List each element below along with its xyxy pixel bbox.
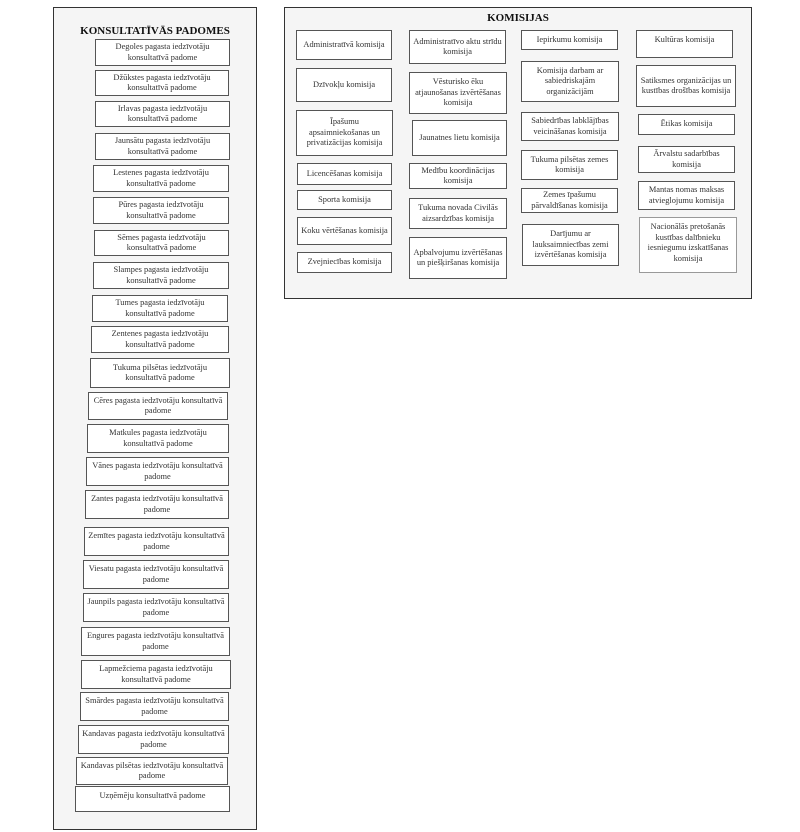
padome-box-label: Sēmes pagasta iedzīvotāju konsultatīvā padome bbox=[117, 232, 206, 252]
komisija-box-label: Vēsturisko ēku atjaunošanas izvērtēšanas komisija bbox=[415, 77, 501, 108]
padome-box-label: Džūkstes pagasta iedzīvotāju konsultatīvā padome bbox=[113, 72, 211, 92]
padome-box-label: Slampes pagasta iedzīvotāju konsultatīvā padome bbox=[113, 265, 209, 285]
komisija-box bbox=[521, 112, 619, 141]
komisija-box bbox=[409, 72, 507, 114]
konsultativas-padomes-title: KONSULTATĪVĀS PADOMES bbox=[80, 25, 230, 37]
komisija-box-label: Dzīvokļu komisija bbox=[312, 79, 376, 89]
padome-box-label: Pūres pagasta iedzīvotāju konsultatīvā padome bbox=[118, 200, 204, 220]
komisija-box bbox=[409, 198, 507, 229]
padome-box bbox=[84, 527, 229, 556]
komisija-box bbox=[296, 110, 393, 156]
komisija-box-label: Zemes īpašumu pārvaldīšanas komisija bbox=[531, 190, 608, 210]
komisija-box bbox=[636, 65, 736, 107]
padome-box bbox=[95, 101, 230, 127]
padome-box bbox=[75, 786, 230, 812]
komisija-box bbox=[297, 252, 392, 273]
padome-box-label: Engures pagasta iedzīvotāju konsultatīvā padome bbox=[87, 631, 224, 651]
padome-box bbox=[93, 165, 229, 192]
komisija-box-label: Ētikas komisija bbox=[660, 119, 713, 129]
komisija-box bbox=[639, 217, 737, 273]
komisija-box bbox=[521, 188, 618, 213]
komisija-box bbox=[296, 68, 392, 102]
komisija-box-label: Nacionālās pretošanās kustības dalībnieku iesniegumu izskatīšanas komisija bbox=[647, 222, 729, 263]
komisija-box-label: Īpašumu apsaimniekošanas un privatizācijas komisija bbox=[306, 117, 383, 148]
komisija-box bbox=[409, 163, 507, 189]
padome-box bbox=[88, 392, 228, 420]
padome-box-label: Jaunsātu pagasta iedzīvotāju konsultatīvā padome bbox=[114, 136, 211, 156]
komisija-box bbox=[409, 30, 506, 64]
padome-box bbox=[93, 262, 229, 289]
komisija-box-label: Medību koordinācijas komisija bbox=[421, 165, 495, 185]
padome-box bbox=[87, 424, 229, 453]
komisija-box bbox=[638, 181, 735, 210]
padome-box bbox=[95, 70, 229, 96]
padome-box-label: Lestenes pagasta iedzīvotāju konsultatīvā padome bbox=[113, 168, 209, 188]
padome-box bbox=[95, 39, 230, 66]
komisija-box-label: Administratīvo aktu strīdu komisija bbox=[413, 36, 502, 56]
padome-box-label: Lapmežciema pagasta iedzīvotāju konsultatīvā padome bbox=[99, 664, 213, 684]
komisija-box-label: Apbalvojumu izvērtēšanas un piešķiršanas komisija bbox=[413, 247, 503, 267]
padome-box bbox=[76, 757, 228, 785]
komisija-box-label: Tukuma pilsētas zemes komisija bbox=[530, 154, 609, 174]
komisija-box bbox=[521, 61, 619, 102]
padome-box-label: Degoles pagasta iedzīvotāju konsultatīvā padome bbox=[115, 42, 210, 62]
komisija-box bbox=[297, 163, 392, 185]
komisija-box-label: Iepirkumu komisija bbox=[536, 34, 603, 44]
padome-box bbox=[83, 593, 229, 622]
padome-box-label: Tukuma pilsētas iedzīvotāju konsultatīvā padome bbox=[112, 362, 208, 382]
padome-box-label: Jaunpils pagasta iedzīvotāju konsultatīvā padome bbox=[87, 597, 225, 617]
padome-box-label: Matkules pagasta iedzīvotāju konsultatīvā padome bbox=[109, 428, 207, 448]
komisija-box bbox=[296, 30, 392, 60]
komisija-box-label: Satiksmes organizācijas un kustības drošības komisija bbox=[640, 75, 732, 95]
padome-box-label: Zantes pagasta iedzīvotāju konsultatīvā padome bbox=[91, 494, 223, 514]
padome-box bbox=[81, 660, 231, 689]
komisija-box bbox=[638, 146, 735, 173]
padome-box-label: Vānes pagasta iedzīvotāju konsultatīvā padome bbox=[92, 461, 223, 481]
padome-box bbox=[95, 133, 230, 160]
komisija-box bbox=[521, 30, 618, 50]
padome-box-label: Uzņēmēju konsultatīvā padome bbox=[99, 791, 206, 800]
komisija-box bbox=[297, 190, 392, 210]
komisija-box-label: Komisija darbam ar sabiedriskajām organizācijām bbox=[536, 65, 604, 96]
padome-box-label: Zemītes pagasta iedzīvotāju konsultatīvā padome bbox=[88, 531, 225, 551]
padome-box bbox=[94, 230, 229, 256]
komisija-box-label: Darījumu ar lauksaimniecības zemi izvērtēšanas komisija bbox=[532, 229, 609, 260]
komisija-box bbox=[638, 114, 735, 135]
padome-box bbox=[83, 560, 229, 589]
komisija-box-label: Ārvalstu sadarbības komisija bbox=[653, 149, 720, 169]
komisija-box bbox=[521, 150, 618, 180]
padome-box bbox=[91, 326, 229, 353]
komisija-box-label: Tukuma novada Civilās aizsardzības komisija bbox=[418, 203, 498, 223]
komisija-box-label: Administratīvā komisija bbox=[303, 39, 385, 49]
padome-box-label: Viesatu pagasta iedzīvotāju konsultatīvā padome bbox=[88, 564, 224, 584]
padome-box-label: Cēres pagasta iedzīvotāju konsultatīvā padome bbox=[93, 395, 223, 415]
komisija-box-label: Zvejniecības komisija bbox=[307, 257, 382, 267]
komisija-box bbox=[636, 30, 733, 58]
padome-box-label: Kandavas pagasta iedzīvotāju konsultatīvā padome bbox=[82, 729, 225, 749]
komisija-box bbox=[297, 217, 392, 245]
padome-box bbox=[92, 295, 228, 322]
komisija-box bbox=[522, 224, 619, 266]
komisija-box-label: Mantas nomas maksas atvieglojumu komisija bbox=[648, 185, 725, 205]
komisija-box-label: Sporta komisija bbox=[318, 194, 371, 204]
padome-box bbox=[85, 490, 229, 519]
komisija-box-label: Kultūras komisija bbox=[654, 35, 715, 44]
komisija-box-label: Jaunatnes lietu komisija bbox=[419, 132, 500, 142]
padome-box-label: Smārdes pagasta iedzīvotāju konsultatīvā padome bbox=[85, 696, 224, 716]
padome-box bbox=[80, 692, 229, 721]
padome-box bbox=[81, 627, 230, 656]
padome-box-label: Tumes pagasta iedzīvotāju konsultatīvā padome bbox=[115, 298, 205, 318]
komisija-box bbox=[412, 120, 507, 156]
komisija-box-label: Koku vērtēšanas komisija bbox=[301, 225, 388, 235]
komisija-box-label: Sabiedrības labklājības veicināšanas komisija bbox=[531, 116, 609, 136]
padome-box-label: Zentenes pagasta iedzīvotāju konsultatīvā padome bbox=[111, 329, 209, 349]
padome-box bbox=[93, 197, 229, 224]
padome-box bbox=[90, 358, 230, 388]
padome-box-label: Irlavas pagasta iedzīvotāju konsultatīvā padome bbox=[117, 103, 208, 123]
komisija-box-label: Licencēšanas komisija bbox=[306, 168, 383, 178]
padome-box bbox=[86, 457, 229, 486]
komisijas-title: KOMISIJAS bbox=[487, 12, 549, 24]
komisija-box bbox=[409, 237, 507, 279]
padome-box bbox=[78, 725, 229, 754]
padome-box-label: Kandavas pilsētas iedzīvotāju konsultatīvā padome bbox=[80, 760, 224, 780]
